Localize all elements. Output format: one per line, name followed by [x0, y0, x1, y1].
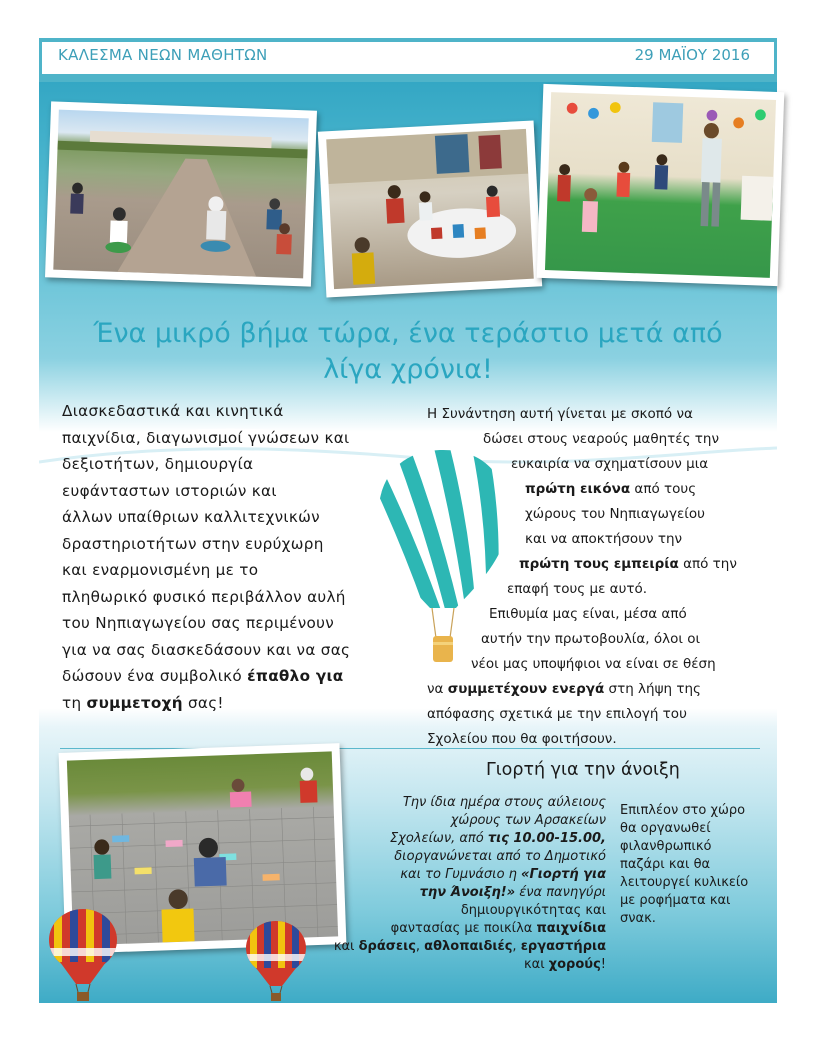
- photo-kindergarten-room: [537, 84, 785, 286]
- hot-air-balloon-icon: [46, 908, 120, 1002]
- photo-classroom: [318, 120, 542, 297]
- bold-span: τις 10.00-15.00,: [487, 831, 606, 846]
- header-title: ΚΑΛΕΣΜΑ ΝΕΩΝ ΜΑΘΗΤΩΝ: [58, 46, 268, 64]
- right-paragraph: [415, 402, 760, 752]
- side-line: φιλανθρωπικό: [620, 839, 712, 854]
- side-line: λειτουργεί κυλικείο: [620, 875, 749, 890]
- text-span: !: [600, 957, 606, 972]
- text-span: τη: [62, 693, 87, 712]
- text-span: και: [333, 939, 359, 954]
- right-line: Σχολείου που θα φοιτήσουν.: [427, 731, 617, 747]
- side-line: με ροφήματα και: [620, 893, 731, 908]
- right-line: χώρους του Νηπιαγωγείου: [525, 506, 705, 522]
- text-span: Σχολείων, από: [389, 831, 488, 846]
- left-paragraph: [62, 398, 402, 716]
- spring-line: [318, 920, 606, 938]
- text-span: και το Γυμνάσιο η: [400, 867, 522, 882]
- text-span: ,: [415, 939, 425, 954]
- bold-span: συμμετοχή: [86, 693, 183, 712]
- hot-air-balloon-icon: [244, 920, 308, 1002]
- side-line: σνακ.: [620, 911, 656, 926]
- left-line: πληθωρικό φυσικό περιβάλλον αυλή: [62, 587, 346, 606]
- side-line: θα οργανωθεί: [620, 821, 711, 836]
- photo-schoolyard: [45, 101, 317, 286]
- text-span: ένα πανηγύρι: [515, 885, 606, 900]
- headline-line-2: λίγα χρόνια!: [323, 354, 493, 385]
- right-line: Επιθυμία μας είναι, μέσα από: [489, 606, 687, 622]
- bold-span: πρώτη εικόνα: [525, 481, 631, 497]
- text-span: από τους: [630, 481, 697, 497]
- bold-span: δράσεις: [358, 939, 416, 954]
- side-line: Επιπλέον στο χώρο: [620, 803, 746, 818]
- right-line: Η Συνάντηση αυτή γίνεται με σκοπό να: [427, 406, 693, 422]
- right-line: [415, 677, 760, 702]
- side-line: παζάρι και θα: [620, 857, 711, 872]
- left-line: ευφάνταστων ιστοριών και: [62, 481, 277, 500]
- spring-line: [318, 884, 606, 902]
- right-line: [415, 477, 760, 502]
- bold-span: έπαθλο για: [247, 667, 344, 685]
- bold-span: την Άνοιξη!»: [419, 885, 516, 900]
- spring-line: Την ίδια ημέρα στους αύλειους: [402, 795, 606, 810]
- right-line: αυτήν την πρωτοβουλία, όλοι οι: [481, 631, 701, 647]
- text-span: σας!: [182, 693, 224, 712]
- bold-span: εργαστήρια: [520, 939, 606, 954]
- text-span: και: [523, 957, 549, 972]
- right-line: [415, 552, 760, 577]
- spring-line: χώρους των Αρσακείων: [450, 813, 606, 828]
- right-line: ευκαιρία να σχηματίσουν μια: [511, 456, 709, 472]
- right-line: δώσει στους νεαρούς μαθητές την: [483, 431, 720, 447]
- left-line: δραστηριοτήτων στην ευρύχωρη: [62, 534, 324, 553]
- right-line: και να αποκτήσουν την: [525, 531, 683, 547]
- left-line: Διασκεδαστικά και κινητικά: [62, 402, 284, 420]
- right-line: επαφή τους με αυτό.: [507, 581, 648, 597]
- spring-line: [318, 866, 606, 884]
- spring-side-note: [620, 802, 770, 928]
- spring-line: [318, 830, 606, 848]
- text-span: στη λήψη της: [604, 681, 701, 697]
- left-line: άλλων υπαίθριων καλλιτεχνικών: [62, 508, 320, 526]
- left-line: [62, 663, 402, 690]
- right-line: απόφασης σχετικά με την επιλογή του: [427, 706, 687, 722]
- spring-line: [318, 938, 606, 956]
- left-line: του Νηπιαγωγείου σας περιμένουν: [62, 614, 335, 632]
- headline: [40, 316, 776, 388]
- bold-span: πρώτη τους εμπειρία: [519, 556, 679, 572]
- bold-span: συμμετέχουν ενεργά: [447, 681, 605, 697]
- left-line: παιχνίδια, διαγωνισμοί γνώσεων και: [62, 428, 350, 447]
- text-span: φαντασίας με ποικίλα: [390, 921, 537, 936]
- left-line: και εναρμονισμένη με το: [62, 561, 259, 579]
- left-line: [62, 690, 402, 717]
- spring-line: δημιουργικότητας και: [460, 903, 606, 918]
- bold-span: χορούς: [548, 957, 601, 972]
- right-line: νέοι μας υποψήφιοι να είναι σε θέση: [471, 656, 716, 672]
- bold-span: «Γιορτή για: [521, 867, 606, 882]
- spring-description: [318, 794, 606, 974]
- left-line: δεξιοτήτων, δημιουργία: [62, 455, 254, 473]
- left-line: για να σας διασκεδάσουν και να σας: [62, 640, 351, 659]
- spring-line: διοργανώνεται από το Δημοτικό: [394, 849, 606, 864]
- spring-section-title: Γιορτή για την άνοιξη: [486, 760, 680, 780]
- spring-line: [318, 956, 606, 974]
- text-span: από την: [678, 556, 737, 572]
- text-span: δώσουν ένα συμβολικό: [62, 667, 248, 685]
- header-date: 29 ΜΑΪΟΥ 2016: [634, 46, 750, 64]
- bold-span: παιχνίδια: [536, 921, 606, 936]
- text-span: ,: [512, 939, 521, 954]
- text-span: να: [427, 681, 448, 697]
- bold-span: αθλοπαιδιές: [424, 939, 513, 954]
- headline-line-1: Ένα μικρό βήμα τώρα, ένα τεράστιο μετά από: [93, 318, 723, 349]
